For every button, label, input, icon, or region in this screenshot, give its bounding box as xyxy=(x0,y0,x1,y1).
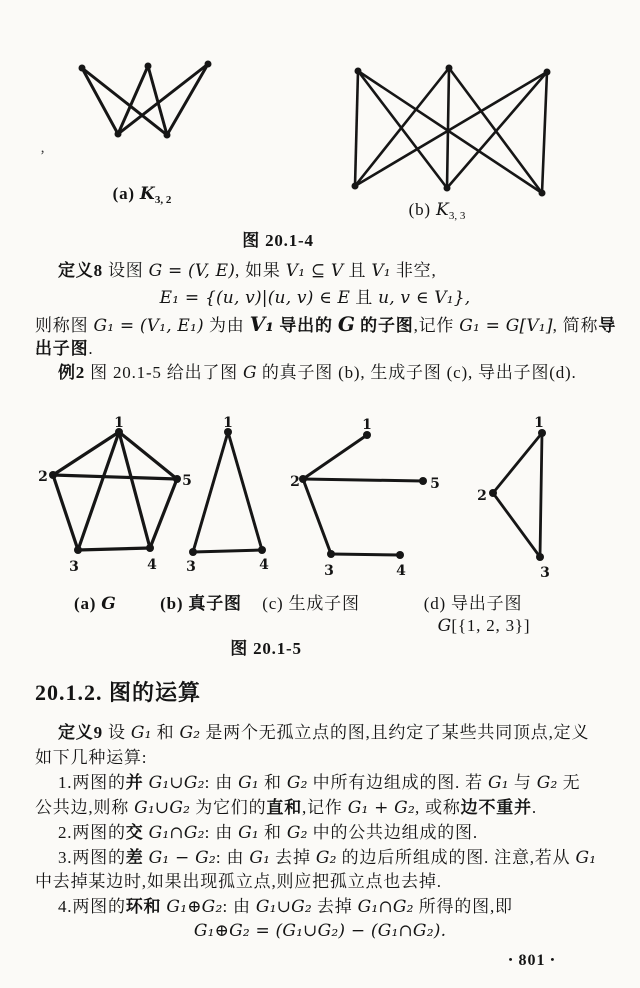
graph-edge xyxy=(447,68,449,188)
text-segment: G₁ − G₂ xyxy=(148,848,216,868)
text-segment: G₁⊕G₂ xyxy=(166,897,223,917)
graph-vertex xyxy=(419,477,427,485)
graph-edge xyxy=(303,435,367,479)
graph-vertex-label: 5 xyxy=(182,473,192,489)
graph-vertex-label: 2 xyxy=(477,488,487,504)
graph-edge xyxy=(193,550,262,552)
text-segment: 则称图 xyxy=(35,316,94,335)
text-segment: : 由 xyxy=(204,773,239,792)
graph-vertex xyxy=(444,185,451,192)
definition-8-formula-e1 xyxy=(160,287,471,309)
graph-vertex xyxy=(145,63,152,70)
text-segment: 图 20.1-4 xyxy=(242,231,314,250)
graph-edge xyxy=(542,72,547,193)
definition-8-line-4 xyxy=(35,338,93,359)
text-segment: : 由 xyxy=(222,897,256,916)
graph-vertex-label: 4 xyxy=(147,557,157,573)
graph-edge xyxy=(119,432,150,548)
graph-vertex-label: 3 xyxy=(186,559,196,575)
graph-vertex xyxy=(396,551,404,559)
text-segment: G₁⊕G₂ = (G₁∪G₂) − (G₁∩G₂). xyxy=(193,921,447,941)
graph-edge xyxy=(53,475,177,479)
ring-sum-formula xyxy=(194,920,446,942)
text-segment: 3.两图的 xyxy=(58,848,126,867)
text-segment: (b) xyxy=(408,200,436,219)
text-segment: 的真子图 (b), 生成子图 (c), 导出子图(d). xyxy=(256,363,577,382)
graph-svg xyxy=(40,415,190,580)
text-segment: 中的公共边组成的图. xyxy=(307,823,478,842)
text-segment: G₁∪G₂ xyxy=(255,897,312,917)
text-segment: 3, 3 xyxy=(448,210,466,222)
text-segment: 801 xyxy=(513,952,551,969)
text-segment: 为它们的 xyxy=(190,798,267,817)
text-segment: (b) xyxy=(160,594,189,613)
text-segment: 生成子图 xyxy=(288,594,360,613)
graph-vertex xyxy=(205,61,212,68)
text-segment: 设图 xyxy=(102,261,149,280)
text-segment: 是两个无孤立点的图,且约定了某些共同顶点,定义 xyxy=(200,723,590,742)
graph-edge xyxy=(447,72,547,188)
text-segment: G xyxy=(437,616,452,636)
text-segment: (c) xyxy=(262,594,289,613)
text-segment: G₁∪G₂ xyxy=(134,798,191,818)
graph-vertex-label: 3 xyxy=(69,559,79,575)
text-segment: 交 xyxy=(125,823,144,842)
graph-vertex xyxy=(115,131,122,138)
graph-vertex xyxy=(164,132,171,139)
operation-3-difference-line-1 xyxy=(58,847,596,869)
graph-vertex xyxy=(327,550,335,558)
text-segment: 如下几种运算: xyxy=(35,748,148,767)
graph-edge xyxy=(331,554,400,555)
text-segment: 4.两图的 xyxy=(58,897,126,916)
graph-edge xyxy=(493,433,542,493)
graph-edge xyxy=(53,475,78,550)
text-segment: 直和 xyxy=(266,798,303,817)
text-segment: 边不重并 xyxy=(460,798,532,817)
text-segment: V₁ xyxy=(249,312,275,336)
text-segment: 1.两图的 xyxy=(58,773,126,792)
text-segment: 去掉 xyxy=(311,897,358,916)
operation-3-difference-line-2 xyxy=(35,871,442,892)
graph-vertex xyxy=(79,65,86,72)
graph-edge xyxy=(303,479,331,554)
text-segment: (a) xyxy=(74,594,102,613)
graph-vertex-label: 5 xyxy=(430,476,440,492)
text-segment: G₂ xyxy=(179,723,201,743)
graph-vertex xyxy=(258,546,266,554)
definition-9-line-1 xyxy=(58,722,589,744)
graph-vertex xyxy=(146,544,154,552)
text-segment: G₂ xyxy=(315,848,337,868)
figure-20-1-5-graph-d-induced-subgraph xyxy=(465,415,585,585)
figure-20-1-5-caption-c xyxy=(262,593,360,614)
text-segment: 中去掉某边时,如果出现孤立点,则应把孤立点也去掉. xyxy=(35,872,442,891)
graph-edge xyxy=(228,432,262,550)
figure-20-1-4-graph-k33 xyxy=(345,55,560,205)
text-segment: G₁ xyxy=(488,773,509,793)
graph-svg xyxy=(465,415,585,585)
graph-svg xyxy=(345,55,560,205)
text-segment: 环和 xyxy=(125,897,162,916)
graph-edge xyxy=(82,68,167,135)
graph-edge xyxy=(150,479,177,548)
text-segment: 且 xyxy=(343,261,372,280)
graph-vertex xyxy=(539,190,546,197)
graph-vertex xyxy=(489,489,497,497)
text-segment: 2.两图的 xyxy=(58,823,126,842)
text-segment: G xyxy=(101,594,116,614)
text-segment: E₁ = {(u, v)|(u, v) ∈ E xyxy=(159,288,351,308)
graph-edge xyxy=(193,432,228,552)
text-segment: 设 xyxy=(102,723,131,742)
text-segment: 导出的 xyxy=(279,316,333,335)
text-segment: G₂ xyxy=(286,773,308,793)
text-segment: G₂ xyxy=(536,773,558,793)
graph-vertex-label: 4 xyxy=(396,563,406,579)
text-segment: ,记作 xyxy=(302,798,348,817)
text-segment: • xyxy=(550,954,556,966)
graph-vertex-label: 1 xyxy=(223,415,233,431)
graph-vertex-label: 4 xyxy=(259,557,269,573)
text-segment: 和 xyxy=(258,773,287,792)
text-segment: 去掉 xyxy=(270,848,316,867)
text-segment: G₁∩G₂ xyxy=(357,897,414,917)
graph-vertex-label: 1 xyxy=(114,415,124,431)
graph-edge xyxy=(78,432,119,550)
text-segment: 的边后所组成的图. 注意,若从 xyxy=(336,848,576,867)
operation-2-intersection-line xyxy=(58,822,478,844)
graph-vertex xyxy=(49,471,57,479)
graph-vertex xyxy=(74,546,82,554)
figure-20-1-5-graph-c-spanning-subgraph xyxy=(290,413,440,583)
graph-edge xyxy=(82,68,118,134)
graph-vertex xyxy=(189,548,197,556)
text-segment: 例2 xyxy=(58,363,86,382)
text-segment: (a) xyxy=(112,184,140,203)
text-segment: 差 xyxy=(125,848,144,867)
text-segment: G₁ = G[V₁] xyxy=(459,316,553,336)
scan-artifact-mark: ’ xyxy=(40,148,45,164)
text-segment: , 简称 xyxy=(552,316,599,335)
text-segment: G xyxy=(337,312,356,336)
graph-svg xyxy=(185,415,295,580)
text-segment: [{1, 2, 3}] xyxy=(451,616,531,635)
graph-vertex-label: 1 xyxy=(362,417,372,433)
graph-vertex xyxy=(352,183,359,190)
text-segment: : 由 xyxy=(204,823,239,842)
graph-edge xyxy=(167,64,208,135)
definition-9-line-2 xyxy=(35,747,147,768)
text-segment: 图 20.1-5 给出了图 xyxy=(85,363,244,382)
graph-vertex xyxy=(173,475,181,483)
figure-20-1-5-graph-a-G xyxy=(40,415,190,580)
text-segment: : 由 xyxy=(215,848,250,867)
text-segment: G₁ xyxy=(249,848,271,868)
text-segment: 的子图 xyxy=(360,316,414,335)
text-segment: G₁ xyxy=(238,773,259,793)
text-segment: (d) xyxy=(423,594,452,613)
graph-vertex xyxy=(355,68,362,75)
graph-vertex xyxy=(446,65,453,72)
text-segment: G = (V, E) xyxy=(148,261,236,281)
text-segment: 导出子图 xyxy=(451,594,523,613)
figure-20-1-4-graph-k32 xyxy=(35,45,255,160)
graph-svg xyxy=(35,45,255,160)
text-segment: 公共边,则称 xyxy=(35,798,135,817)
text-segment: 和 xyxy=(151,723,180,742)
text-segment: 导 xyxy=(598,316,617,335)
graph-vertex xyxy=(536,553,544,561)
text-segment: • xyxy=(508,954,514,966)
text-segment: 出子图 xyxy=(35,339,89,358)
text-segment: G₁ = (V₁, E₁) xyxy=(93,316,204,336)
text-segment: , 如果 xyxy=(235,261,286,280)
text-segment: K xyxy=(139,184,155,204)
text-segment: , 或称 xyxy=(414,798,461,817)
text-segment: ,记作 xyxy=(413,316,460,335)
text-segment: 且 xyxy=(350,288,379,307)
graph-edge xyxy=(78,548,150,550)
text-segment: 定义9 xyxy=(58,723,103,742)
graph-edge xyxy=(540,433,542,557)
graph-edge xyxy=(358,71,542,193)
text-segment: G₁ + G₂ xyxy=(347,798,415,818)
figure-20-1-5-caption-b xyxy=(160,593,242,614)
text-segment: G₁∩G₂ xyxy=(148,823,205,843)
graph-edge xyxy=(119,432,177,479)
text-segment: . xyxy=(88,339,94,358)
definition-8-line-1 xyxy=(58,260,437,282)
page-number xyxy=(509,952,556,970)
graph-edge xyxy=(148,66,167,135)
graph-edge xyxy=(493,493,540,557)
text-segment: G₂ xyxy=(286,823,308,843)
graph-vertex-label: 2 xyxy=(290,474,300,490)
text-segment: u, v ∈ V₁}, xyxy=(378,288,471,308)
graph-vertex-label: 2 xyxy=(38,469,48,485)
text-segment: 所得的图,即 xyxy=(413,897,513,916)
text-segment: G xyxy=(243,363,257,383)
example-2-line xyxy=(58,362,577,384)
graph-edge xyxy=(355,71,358,186)
figure-20-1-4-label-b xyxy=(409,199,466,224)
text-segment: 和 xyxy=(258,823,287,842)
text-segment: 定义8 xyxy=(58,261,103,280)
operation-1-union-line-2 xyxy=(35,797,537,819)
graph-svg xyxy=(290,413,440,583)
text-segment: 3, 2 xyxy=(154,194,172,206)
section-heading-20-1-2: 20.1.2. 图的运算 xyxy=(35,680,202,705)
text-segment: 为由 xyxy=(203,316,250,335)
figure-20-1-4-label-a xyxy=(113,183,172,208)
text-segment: G₁ xyxy=(575,848,597,868)
graph-vertex xyxy=(544,69,551,76)
text-segment: 真子图 xyxy=(188,594,242,613)
operation-4-ring-sum-line xyxy=(58,896,513,918)
text-segment: V₁ ⊆ V xyxy=(285,261,344,281)
figure-20-1-5-caption xyxy=(230,638,302,659)
text-segment: 无 xyxy=(557,773,581,792)
graph-vertex-label: 1 xyxy=(534,415,544,431)
figure-20-1-4-caption xyxy=(242,230,314,251)
text-segment: G₁∪G₂ xyxy=(148,773,205,793)
graph-edge xyxy=(53,432,119,475)
graph-vertex-label: 3 xyxy=(540,565,550,581)
definition-8-line-3 xyxy=(35,312,616,337)
text-segment: 中所有边组成的图. 若 xyxy=(307,773,489,792)
text-segment: G₁ xyxy=(238,823,259,843)
figure-20-1-5-caption-a xyxy=(74,593,116,615)
text-segment: V₁ xyxy=(371,261,391,281)
figure-20-1-5-graph-b-proper-subgraph xyxy=(185,415,295,580)
operation-1-union-line-1 xyxy=(58,772,580,794)
text-segment: 与 xyxy=(508,773,537,792)
text-segment: . xyxy=(531,798,537,817)
text-segment: 图 20.1-5 xyxy=(230,639,302,658)
graph-edge xyxy=(303,479,423,481)
figure-20-1-5-caption-d xyxy=(424,593,522,614)
text-segment: 并 xyxy=(125,773,144,792)
text-segment: K xyxy=(435,200,449,220)
figure-20-1-5-caption-d-line2 xyxy=(438,615,531,637)
graph-vertex xyxy=(299,475,307,483)
text-segment: G₁ xyxy=(130,723,152,743)
text-segment: 非空, xyxy=(390,261,437,280)
graph-vertex-label: 3 xyxy=(324,563,334,579)
